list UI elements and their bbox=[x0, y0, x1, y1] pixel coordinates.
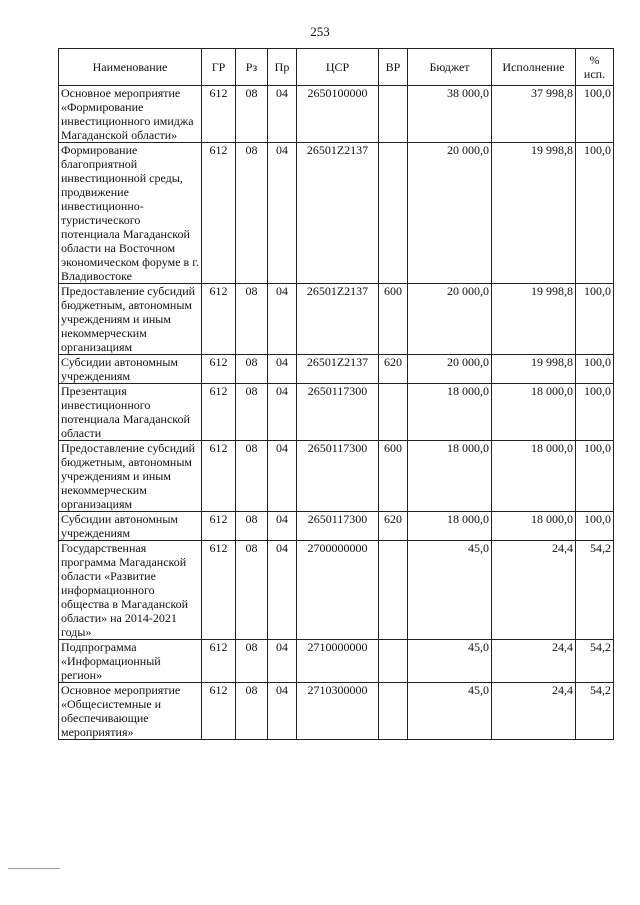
cell-budget: 20 000,0 bbox=[408, 143, 492, 284]
cell-percent: 100,0 bbox=[576, 284, 614, 355]
cell-pr: 04 bbox=[268, 441, 297, 512]
cell-name: Формирование благоприятной инвестиционной среды, продвижение инвестиционно-туристического потенциала Магаданской области на Восточном экономическом форуме в г. Владивостоке bbox=[59, 143, 202, 284]
header-name: Наименование bbox=[59, 49, 202, 86]
cell-name: Основное мероприятие «Общесистемные и обеспечивающие мероприятия» bbox=[59, 683, 202, 740]
cell-execution: 24,4 bbox=[492, 683, 576, 740]
cell-csr: 26501Z2137 bbox=[297, 143, 379, 284]
cell-execution: 18 000,0 bbox=[492, 384, 576, 441]
cell-csr: 2650100000 bbox=[297, 86, 379, 143]
cell-budget: 45,0 bbox=[408, 640, 492, 683]
cell-gr: 612 bbox=[202, 512, 236, 541]
cell-rz: 08 bbox=[236, 284, 268, 355]
cell-rz: 08 bbox=[236, 86, 268, 143]
cell-pr: 04 bbox=[268, 512, 297, 541]
cell-name: Основное мероприятие «Формирование инвестиционного имиджа Магаданской области» bbox=[59, 86, 202, 143]
cell-gr: 612 bbox=[202, 284, 236, 355]
cell-execution: 24,4 bbox=[492, 541, 576, 640]
cell-csr: 2700000000 bbox=[297, 541, 379, 640]
cell-rz: 08 bbox=[236, 384, 268, 441]
cell-vr bbox=[379, 143, 408, 284]
cell-execution: 37 998,8 bbox=[492, 86, 576, 143]
cell-gr: 612 bbox=[202, 441, 236, 512]
cell-execution: 24,4 bbox=[492, 640, 576, 683]
cell-vr bbox=[379, 384, 408, 441]
header-pr: Пр bbox=[268, 49, 297, 86]
cell-csr: 26501Z2137 bbox=[297, 284, 379, 355]
cell-vr: 600 bbox=[379, 284, 408, 355]
cell-pr: 04 bbox=[268, 355, 297, 384]
cell-budget: 45,0 bbox=[408, 683, 492, 740]
header-percent: % исп. bbox=[576, 49, 614, 86]
cell-gr: 612 bbox=[202, 384, 236, 441]
cell-name: Презентация инвестиционного потенциала Магаданской области bbox=[59, 384, 202, 441]
scan-mark-line bbox=[8, 868, 60, 869]
header-rz: Рз bbox=[236, 49, 268, 86]
cell-gr: 612 bbox=[202, 143, 236, 284]
table-row bbox=[59, 86, 614, 143]
cell-budget: 18 000,0 bbox=[408, 384, 492, 441]
cell-pr: 04 bbox=[268, 284, 297, 355]
cell-rz: 08 bbox=[236, 683, 268, 740]
cell-execution: 19 998,8 bbox=[492, 284, 576, 355]
cell-rz: 08 bbox=[236, 512, 268, 541]
cell-rz: 08 bbox=[236, 355, 268, 384]
cell-gr: 612 bbox=[202, 541, 236, 640]
cell-percent: 100,0 bbox=[576, 512, 614, 541]
cell-percent: 100,0 bbox=[576, 143, 614, 284]
header-vr: ВР bbox=[379, 49, 408, 86]
cell-percent: 100,0 bbox=[576, 441, 614, 512]
cell-pr: 04 bbox=[268, 541, 297, 640]
cell-name: Подпрограмма «Информационный регион» bbox=[59, 640, 202, 683]
cell-percent: 100,0 bbox=[576, 86, 614, 143]
header-execution: Исполнение bbox=[492, 49, 576, 86]
cell-percent: 54,2 bbox=[576, 640, 614, 683]
cell-gr: 612 bbox=[202, 640, 236, 683]
cell-pr: 04 bbox=[268, 143, 297, 284]
cell-pr: 04 bbox=[268, 86, 297, 143]
cell-rz: 08 bbox=[236, 541, 268, 640]
cell-execution: 19 998,8 bbox=[492, 143, 576, 284]
cell-budget: 20 000,0 bbox=[408, 355, 492, 384]
cell-budget: 38 000,0 bbox=[408, 86, 492, 143]
cell-execution: 18 000,0 bbox=[492, 512, 576, 541]
cell-csr: 2650117300 bbox=[297, 384, 379, 441]
cell-name: Предоставление субсидий бюджетным, автономным учреждениям и иным некоммерческим организациям bbox=[59, 441, 202, 512]
cell-vr bbox=[379, 86, 408, 143]
cell-rz: 08 bbox=[236, 640, 268, 683]
cell-pr: 04 bbox=[268, 683, 297, 740]
cell-budget: 18 000,0 bbox=[408, 441, 492, 512]
cell-pr: 04 bbox=[268, 640, 297, 683]
cell-percent: 100,0 bbox=[576, 355, 614, 384]
header-budget: Бюджет bbox=[408, 49, 492, 86]
table-row bbox=[59, 541, 614, 640]
cell-gr: 612 bbox=[202, 355, 236, 384]
cell-budget: 45,0 bbox=[408, 541, 492, 640]
table-row bbox=[59, 512, 614, 541]
cell-vr bbox=[379, 541, 408, 640]
cell-percent: 100,0 bbox=[576, 384, 614, 441]
table-row bbox=[59, 441, 614, 512]
table-header-row bbox=[59, 49, 614, 86]
cell-gr: 612 bbox=[202, 86, 236, 143]
cell-percent: 54,2 bbox=[576, 683, 614, 740]
cell-gr: 612 bbox=[202, 683, 236, 740]
cell-name: Государственная программа Магаданской области «Развитие информационного общества в Магаданской области» на 2014-2021 годы» bbox=[59, 541, 202, 640]
cell-execution: 19 998,8 bbox=[492, 355, 576, 384]
cell-pr: 04 bbox=[268, 384, 297, 441]
cell-csr: 26501Z2137 bbox=[297, 355, 379, 384]
table-row bbox=[59, 384, 614, 441]
cell-csr: 2650117300 bbox=[297, 512, 379, 541]
cell-csr: 2710000000 bbox=[297, 640, 379, 683]
header-gr: ГР bbox=[202, 49, 236, 86]
cell-rz: 08 bbox=[236, 441, 268, 512]
cell-percent: 54,2 bbox=[576, 541, 614, 640]
cell-vr: 620 bbox=[379, 355, 408, 384]
cell-name: Субсидии автономным учреждениям bbox=[59, 512, 202, 541]
table-row bbox=[59, 640, 614, 683]
cell-budget: 18 000,0 bbox=[408, 512, 492, 541]
table-row bbox=[59, 284, 614, 355]
cell-csr: 2710300000 bbox=[297, 683, 379, 740]
cell-rz: 08 bbox=[236, 143, 268, 284]
cell-execution: 18 000,0 bbox=[492, 441, 576, 512]
cell-vr: 620 bbox=[379, 512, 408, 541]
page-number: 253 bbox=[310, 24, 330, 39]
table-row bbox=[59, 683, 614, 740]
cell-csr: 2650117300 bbox=[297, 441, 379, 512]
cell-vr: 600 bbox=[379, 441, 408, 512]
cell-name: Предоставление субсидий бюджетным, автономным учреждениям и иным некоммерческим организациям bbox=[59, 284, 202, 355]
cell-vr bbox=[379, 683, 408, 740]
header-csr: ЦСР bbox=[297, 49, 379, 86]
table-row bbox=[59, 355, 614, 384]
budget-execution-table bbox=[58, 48, 614, 740]
table-row bbox=[59, 143, 614, 284]
cell-name: Субсидии автономным учреждениям bbox=[59, 355, 202, 384]
cell-vr bbox=[379, 640, 408, 683]
cell-budget: 20 000,0 bbox=[408, 284, 492, 355]
